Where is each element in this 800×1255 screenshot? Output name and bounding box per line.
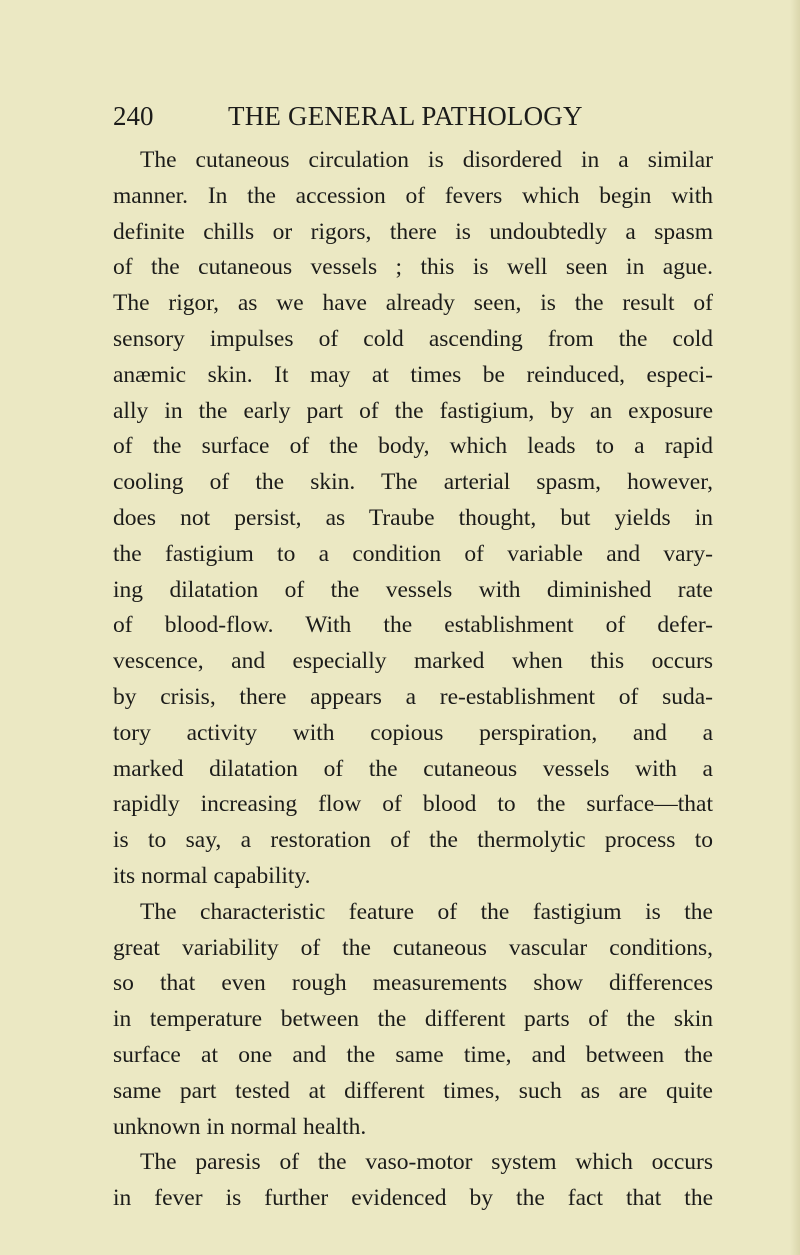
text-line: The cutaneous circulation is disordered in a similar [140, 147, 713, 173]
page-header [113, 96, 713, 136]
text-line: manner. In the accession of fevers which begin with [113, 182, 713, 209]
page-edge-shadow [790, 0, 800, 1255]
paragraph [113, 1145, 713, 1217]
text-line: tory activity with copious perspiration, and a [113, 719, 713, 746]
text-line: same part tested at different times, such as are quite [113, 1077, 713, 1104]
text-line: vescence, and especially marked when this occurs [113, 648, 713, 675]
text-line: of the cutaneous vessels ; this is well seen in ague. [113, 254, 713, 281]
text-line: cooling of the skin. The arterial spasm, however, [113, 469, 713, 496]
text-line: the fastigium to a condition of variable and vary- [113, 540, 713, 567]
text-line: ally in the early part of the fastigium, by an exposure [113, 397, 713, 424]
text-line: definite chills or rigors, there is undoubtedly a spasm [113, 218, 713, 245]
text-line: of the surface of the body, which leads to a rapid [113, 433, 713, 460]
paragraph [113, 143, 713, 895]
running-head: THE GENERAL PATHOLOGY [228, 101, 583, 131]
text-line: sensory impulses of cold ascending from the cold [113, 325, 713, 352]
text-line: rapidly increasing flow of blood to the surface—that [113, 791, 713, 818]
text-line: its normal capability. [113, 862, 311, 889]
text-line: so that even rough measurements show differences [113, 970, 713, 997]
text-line: great variability of the cutaneous vascular conditions, [113, 934, 713, 961]
text-line: of blood-flow. With the establishment of defer- [113, 612, 713, 639]
body-text [113, 143, 713, 1217]
text-line: is to say, a restoration of the thermolytic process to [113, 827, 713, 854]
text-line: surface at one and the same time, and between the [113, 1041, 713, 1068]
text-line: unknown in normal health. [113, 1113, 367, 1140]
paragraph [113, 895, 713, 1146]
text-line: The rigor, as we have already seen, is the result of [113, 290, 713, 317]
text-line: anæmic skin. It may at times be reinduced, especi- [113, 361, 713, 388]
text-line: in fever is further evidenced by the fact that the [113, 1185, 713, 1212]
text-line: in temperature between the different parts of the skin [113, 1006, 713, 1033]
text-line: The characteristic feature of the fastigium is the [140, 898, 713, 925]
text-line: does not persist, as Traube thought, but yields in [113, 504, 713, 531]
text-line: by crisis, there appears a re-establishment of suda- [113, 683, 713, 710]
text-line: marked dilatation of the cutaneous vessels with a [113, 755, 713, 782]
text-line: ing dilatation of the vessels with diminished rate [113, 576, 713, 603]
page-number: 240 [113, 101, 154, 131]
text-line: The paresis of the vaso-motor system which occurs [140, 1149, 713, 1176]
